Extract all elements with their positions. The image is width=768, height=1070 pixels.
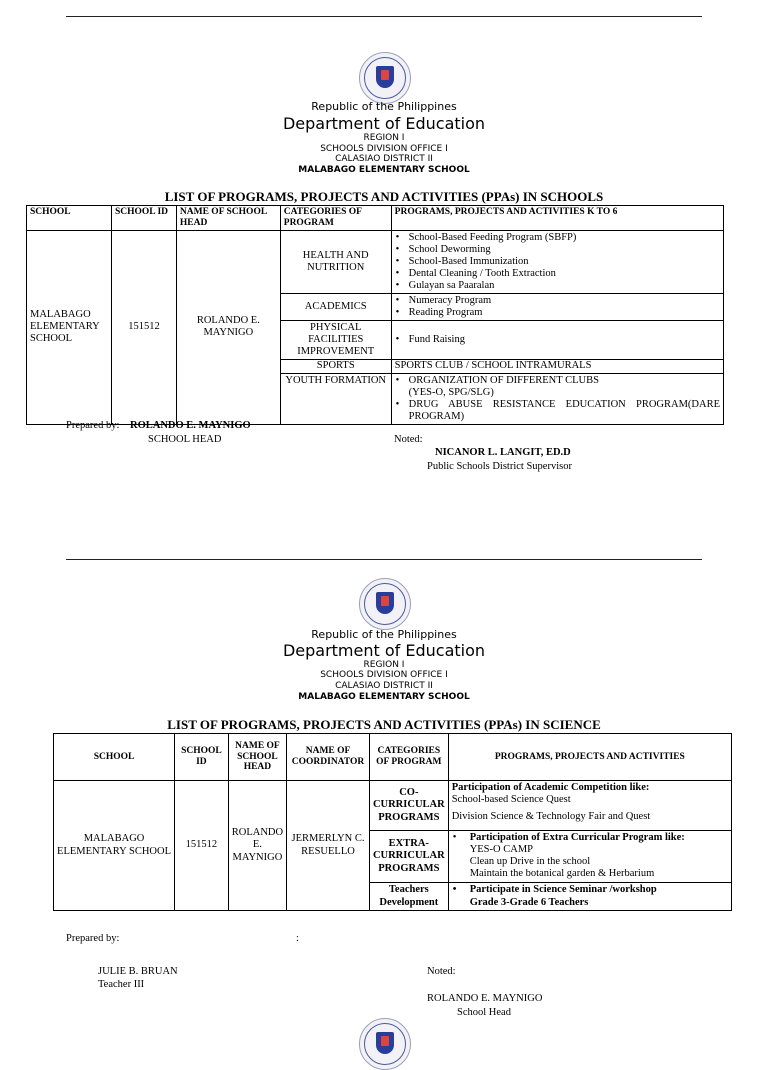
page-divider xyxy=(66,16,702,17)
list-item-text: ORGANIZATION OF DIFFERENT CLUBS xyxy=(408,374,599,386)
colon-mark: : xyxy=(296,933,299,944)
list-item: • Numeracy Program xyxy=(409,295,720,307)
program-line: Clean up Drive in the school xyxy=(469,856,591,868)
category-cell: CO-CURRICULAR PROGRAMS xyxy=(369,781,448,831)
list-item: • Dental Cleaning / Tooth Extraction xyxy=(409,268,720,280)
page-divider xyxy=(66,559,702,560)
column-header: PROGRAMS, PROJECTS AND ACTIVITIES xyxy=(448,734,731,781)
category-cell: HEALTH AND NUTRITION xyxy=(280,230,391,293)
list-item-subtext: (YES-O, SPG/SLG) xyxy=(408,386,494,398)
coordinator-cell: JERMERLYN C. RESUELLO xyxy=(287,781,370,911)
program-line: School-based Science Quest xyxy=(451,794,571,806)
deped-seal-icon xyxy=(359,52,411,104)
column-header: CATEGORIES OF PROGRAM xyxy=(369,734,448,781)
category-cell: SPORTS xyxy=(280,360,391,373)
program-heading: Participation of Academic Competition like: xyxy=(451,782,650,793)
noted-label: Noted: xyxy=(427,966,456,977)
table-header-row xyxy=(54,734,732,781)
category-cell: ACADEMICS xyxy=(280,294,391,321)
list-item: • Reading Program xyxy=(409,307,720,319)
list-item: • School-Based Immunization xyxy=(409,256,720,268)
ppa-science-table xyxy=(53,733,732,911)
programs-cell xyxy=(448,781,731,831)
column-header: PROGRAMS, PROJECTS AND ACTIVITIES K TO 6 xyxy=(391,206,723,231)
category-cell: EXTRA-CURRICULAR PROGRAMS xyxy=(369,831,448,883)
prepared-by-title: SCHOOL HEAD xyxy=(148,434,222,445)
program-line: Division Science & Technology Fair and Quest xyxy=(451,811,651,823)
table-row xyxy=(54,781,732,831)
document-title: LIST OF PROGRAMS, PROJECTS AND ACTIVITIES (PPAs) IN SCHOOLS xyxy=(164,189,604,204)
school-head-cell: ROLANDO E. MAYNIGO xyxy=(228,781,286,911)
noted-name: NICANOR L. LANGIT, ED.D xyxy=(435,447,571,458)
category-cell: YOUTH FORMATION xyxy=(280,373,391,424)
department-title: Department of Education xyxy=(282,641,486,660)
region-line: REGION I xyxy=(363,660,405,670)
region-line: REGION I xyxy=(363,133,405,143)
deped-seal-icon xyxy=(359,1018,411,1070)
noted-label: Noted: xyxy=(394,434,423,445)
table-row xyxy=(27,230,724,293)
prepared-by-label: Prepared by: xyxy=(66,933,120,944)
column-header: SCHOOL xyxy=(54,734,175,781)
column-header: CATEGORIES OF PROGRAM xyxy=(280,206,391,231)
republic-line: Republic of the Philippines xyxy=(311,100,457,113)
column-header: SCHOOL xyxy=(27,206,112,231)
list-item: • DRUG ABUSE RESISTANCE EDUCATION PROGRAM(DARE PROGRAM) xyxy=(409,399,720,423)
school-name-line: MALABAGO ELEMENTARY SCHOOL xyxy=(298,692,470,702)
prepared-by-title: Teacher III xyxy=(98,979,145,990)
column-header: NAME OF COORDINATOR xyxy=(287,734,370,781)
programs-cell xyxy=(391,321,723,360)
noted-title: School Head xyxy=(457,1007,511,1018)
list-item: • School Deworming xyxy=(409,244,720,256)
program-line: Maintain the botanical garden & Herbarium xyxy=(469,868,655,880)
list-item xyxy=(466,832,728,880)
program-heading: • Participate in Science Seminar /workshop xyxy=(469,884,657,896)
category-cell: PHYSICAL FACILITIES IMPROVEMENT xyxy=(280,321,391,360)
document-title: LIST OF PROGRAMS, PROJECTS AND ACTIVITIES (PPAs) IN SCIENCE xyxy=(167,717,601,732)
noted-title: Public Schools District Supervisor xyxy=(427,461,572,472)
programs-cell xyxy=(391,373,723,424)
prepared-by-name: JULIE B. BRUAN xyxy=(98,966,178,977)
list-item: • Gulayan sa Paaralan xyxy=(409,280,720,292)
deped-seal-icon xyxy=(359,578,411,630)
school-cell: MALABAGO ELEMENTARY SCHOOL xyxy=(27,230,112,424)
category-cell: Teachers Development xyxy=(369,883,448,911)
column-header: NAME OF SCHOOL HEAD xyxy=(228,734,286,781)
table-header-row xyxy=(27,206,724,231)
school-id-cell: 151512 xyxy=(175,781,229,911)
column-header: SCHOOL ID xyxy=(111,206,176,231)
department-title: Department of Education xyxy=(282,114,486,133)
list-item xyxy=(409,375,720,399)
program-heading: • Participation of Extra Curricular Program like: xyxy=(469,832,685,843)
district-line: CALASIAO DISTRICT II xyxy=(335,681,433,691)
division-line: SCHOOLS DIVISION OFFICE I xyxy=(320,144,448,154)
prepared-by-name: ROLANDO E. MAYNIGO xyxy=(130,420,251,431)
programs-cell xyxy=(448,831,731,883)
noted-name: ROLANDO E. MAYNIGO xyxy=(427,993,543,1004)
prepared-by-label: Prepared by: xyxy=(66,420,120,431)
programs-cell: SPORTS CLUB / SCHOOL INTRAMURALS xyxy=(391,360,723,373)
column-header: NAME OF SCHOOL HEAD xyxy=(176,206,280,231)
list-item: • Fund Raising xyxy=(409,334,720,346)
programs-cell xyxy=(448,883,731,911)
column-header: SCHOOL ID xyxy=(175,734,229,781)
republic-line: Republic of the Philippines xyxy=(311,628,457,641)
program-line: YES-O CAMP xyxy=(469,844,533,856)
district-line: CALASIAO DISTRICT II xyxy=(335,154,433,164)
school-name-line: MALABAGO ELEMENTARY SCHOOL xyxy=(298,165,470,175)
division-line: SCHOOLS DIVISION OFFICE I xyxy=(320,670,448,680)
list-item xyxy=(466,884,728,908)
program-line: Grade 3-Grade 6 Teachers xyxy=(469,896,589,908)
school-head-cell: ROLANDO E. MAYNIGO xyxy=(176,230,280,424)
list-item: • School-Based Feeding Program (SBFP) xyxy=(409,232,720,244)
programs-cell xyxy=(391,230,723,293)
school-id-cell: 151512 xyxy=(111,230,176,424)
ppa-schools-table xyxy=(26,205,724,425)
programs-cell xyxy=(391,294,723,321)
school-cell: MALABAGO ELEMENTARY SCHOOL xyxy=(54,781,175,911)
